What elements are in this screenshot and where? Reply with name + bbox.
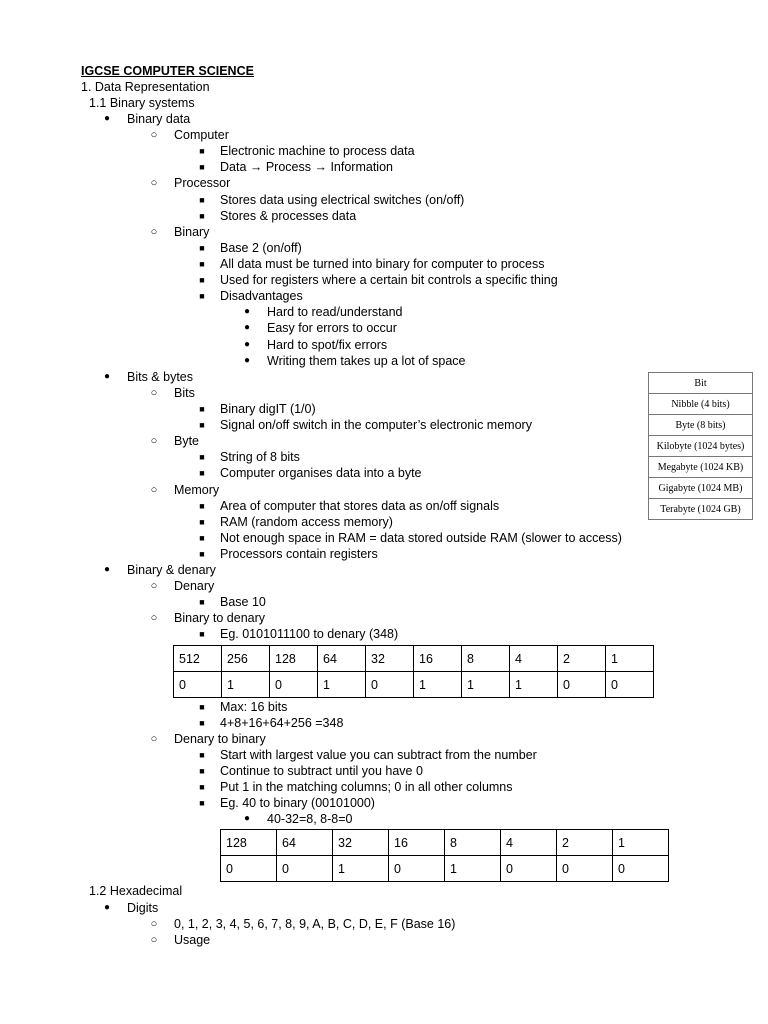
table-cell: 512 — [174, 646, 222, 672]
list-item: Continue to subtract until you have 0 — [220, 764, 423, 778]
table-cell: 8 — [462, 646, 510, 672]
list-item: All data must be turned into binary for computer to process — [220, 257, 545, 271]
table-cell: 16 — [389, 830, 445, 856]
square-bullet: ■ — [199, 766, 205, 776]
document-title: IGCSE COMPUTER SCIENCE — [81, 64, 254, 78]
table-cell: 1 — [462, 672, 510, 698]
storage-units-table — [648, 372, 753, 520]
table-cell: 0 — [389, 856, 445, 882]
list-item: Disadvantages — [220, 289, 303, 303]
table-cell: 64 — [277, 830, 333, 856]
square-bullet: ■ — [199, 259, 205, 269]
binary-to-denary-table — [173, 645, 654, 698]
table-cell: 32 — [366, 646, 414, 672]
disc-bullet: ● — [103, 113, 111, 124]
square-bullet: ■ — [199, 501, 205, 511]
units-cell: Nibble (4 bits) — [649, 394, 753, 415]
table-cell: 0 — [270, 672, 318, 698]
table-cell: 1 — [222, 672, 270, 698]
denary-to-binary-table — [220, 829, 669, 882]
table-cell: 2 — [557, 830, 613, 856]
list-item: Processor — [174, 176, 231, 190]
square-bullet: ■ — [199, 702, 205, 712]
circle-bullet: ○ — [150, 733, 158, 745]
list-item: String of 8 bits — [220, 450, 300, 464]
table-cell: 1 — [445, 856, 501, 882]
list-item: Memory — [174, 483, 220, 497]
list-item: Bits — [174, 386, 195, 400]
units-cell: Bit — [649, 373, 753, 394]
list-item: Easy for errors to occur — [267, 321, 397, 335]
disc-bullet: ● — [243, 306, 251, 317]
table-cell: 0 — [221, 856, 277, 882]
table-cell: 16 — [414, 646, 462, 672]
list-item: Denary to binary — [174, 732, 266, 746]
square-bullet: ■ — [199, 275, 205, 285]
list-item: Signal on/off switch in the computer’s electronic memory — [220, 418, 532, 432]
square-bullet: ■ — [199, 211, 205, 221]
list-item: Data → Process → Information — [220, 160, 393, 174]
disc-bullet: ● — [243, 355, 251, 366]
units-cell: Byte (8 bits) — [649, 415, 753, 436]
circle-bullet: ○ — [150, 226, 158, 238]
circle-bullet: ○ — [150, 934, 158, 946]
table-cell: 1 — [510, 672, 558, 698]
square-bullet: ■ — [199, 195, 205, 205]
table-cell: 1 — [333, 856, 389, 882]
section-heading: 1. Data Representation — [81, 80, 210, 94]
circle-bullet: ○ — [150, 612, 158, 624]
list-item: Writing them takes up a lot of space — [267, 354, 466, 368]
list-item: Digits — [127, 901, 159, 915]
table-cell: 0 — [557, 856, 613, 882]
list-item: Stores data using electrical switches (on/off) — [220, 193, 465, 207]
list-item: Binary data — [127, 112, 191, 126]
table-cell: 8 — [445, 830, 501, 856]
table-cell: 128 — [221, 830, 277, 856]
list-item: Max: 16 bits — [220, 700, 288, 714]
table-cell: 256 — [222, 646, 270, 672]
list-item: Used for registers where a certain bit controls a specific thing — [220, 273, 558, 287]
disc-bullet: ● — [243, 322, 251, 333]
table-cell: 0 — [366, 672, 414, 698]
square-bullet: ■ — [199, 243, 205, 253]
list-item: Area of computer that stores data as on/off signals — [220, 499, 500, 513]
list-item: Byte — [174, 434, 200, 448]
list-item: Eg. 0101011100 to denary (348) — [220, 627, 399, 641]
circle-bullet: ○ — [150, 177, 158, 189]
table-cell: 4 — [501, 830, 557, 856]
list-item: RAM (random access memory) — [220, 515, 393, 529]
table-cell: 1 — [414, 672, 462, 698]
square-bullet: ■ — [199, 452, 205, 462]
square-bullet: ■ — [199, 404, 205, 414]
list-item: Denary — [174, 579, 215, 593]
list-item: Hard to spot/fix errors — [267, 338, 388, 352]
disc-bullet: ● — [243, 339, 251, 350]
disc-bullet: ● — [103, 902, 111, 913]
square-bullet: ■ — [199, 146, 205, 156]
table-cell: 32 — [333, 830, 389, 856]
square-bullet: ■ — [199, 517, 205, 527]
list-item: 40-32=8, 8-8=0 — [267, 812, 353, 826]
circle-bullet: ○ — [150, 580, 158, 592]
table-cell: 1 — [606, 646, 654, 672]
square-bullet: ■ — [199, 533, 205, 543]
list-item: Binary digIT (1/0) — [220, 402, 316, 416]
list-item: Eg. 40 to binary (00101000) — [220, 796, 375, 810]
table-cell: 0 — [174, 672, 222, 698]
list-item: Binary & denary — [127, 563, 216, 577]
table-cell: 128 — [270, 646, 318, 672]
table-cell: 1 — [318, 672, 366, 698]
square-bullet: ■ — [199, 291, 205, 301]
table-cell: 1 — [613, 830, 669, 856]
disc-bullet: ● — [103, 564, 111, 575]
list-item: Computer — [174, 128, 229, 142]
list-item: Binary — [174, 225, 210, 239]
list-item: Base 2 (on/off) — [220, 241, 302, 255]
square-bullet: ■ — [199, 420, 205, 430]
square-bullet: ■ — [199, 162, 205, 172]
list-item: Electronic machine to process data — [220, 144, 415, 158]
table-cell: 64 — [318, 646, 366, 672]
table-cell: 0 — [558, 672, 606, 698]
circle-bullet: ○ — [150, 918, 158, 930]
list-item: Not enough space in RAM = data stored outside RAM (slower to access) — [220, 531, 622, 545]
subsection-heading: 1.2 Hexadecimal — [89, 884, 183, 898]
circle-bullet: ○ — [150, 129, 158, 141]
list-item: Hard to read/understand — [267, 305, 403, 319]
list-item: Processors contain registers — [220, 547, 378, 561]
list-item: Computer organises data into a byte — [220, 466, 422, 480]
square-bullet: ■ — [199, 629, 205, 639]
list-item: Binary to denary — [174, 611, 266, 625]
list-item: Stores & processes data — [220, 209, 357, 223]
list-item: Start with largest value you can subtract from the number — [220, 748, 537, 762]
table-cell: 0 — [501, 856, 557, 882]
list-item: 0, 1, 2, 3, 4, 5, 6, 7, 8, 9, A, B, C, D, E, F (Base 16) — [174, 917, 456, 931]
disc-bullet: ● — [243, 813, 251, 824]
list-item: Put 1 in the matching columns; 0 in all other columns — [220, 780, 513, 794]
square-bullet: ■ — [199, 782, 205, 792]
circle-bullet: ○ — [150, 435, 158, 447]
list-item: 4+8+16+64+256 =348 — [220, 716, 344, 730]
square-bullet: ■ — [199, 798, 205, 808]
circle-bullet: ○ — [150, 387, 158, 399]
table-cell: 0 — [277, 856, 333, 882]
list-item: Usage — [174, 933, 211, 947]
table-cell: 2 — [558, 646, 606, 672]
list-item: Base 10 — [220, 595, 266, 609]
circle-bullet: ○ — [150, 484, 158, 496]
table-cell: 4 — [510, 646, 558, 672]
square-bullet: ■ — [199, 597, 205, 607]
list-item: Bits & bytes — [127, 370, 193, 384]
units-cell: Terabyte (1024 GB) — [649, 499, 753, 520]
table-cell: 0 — [606, 672, 654, 698]
square-bullet: ■ — [199, 718, 205, 728]
square-bullet: ■ — [199, 468, 205, 478]
units-cell: Kilobyte (1024 bytes) — [649, 436, 753, 457]
square-bullet: ■ — [199, 750, 205, 760]
disc-bullet: ● — [103, 371, 111, 382]
subsection-heading: 1.1 Binary systems — [89, 96, 195, 110]
units-cell: Megabyte (1024 KB) — [649, 457, 753, 478]
square-bullet: ■ — [199, 549, 205, 559]
units-cell: Gigabyte (1024 MB) — [649, 478, 753, 499]
table-cell: 0 — [613, 856, 669, 882]
